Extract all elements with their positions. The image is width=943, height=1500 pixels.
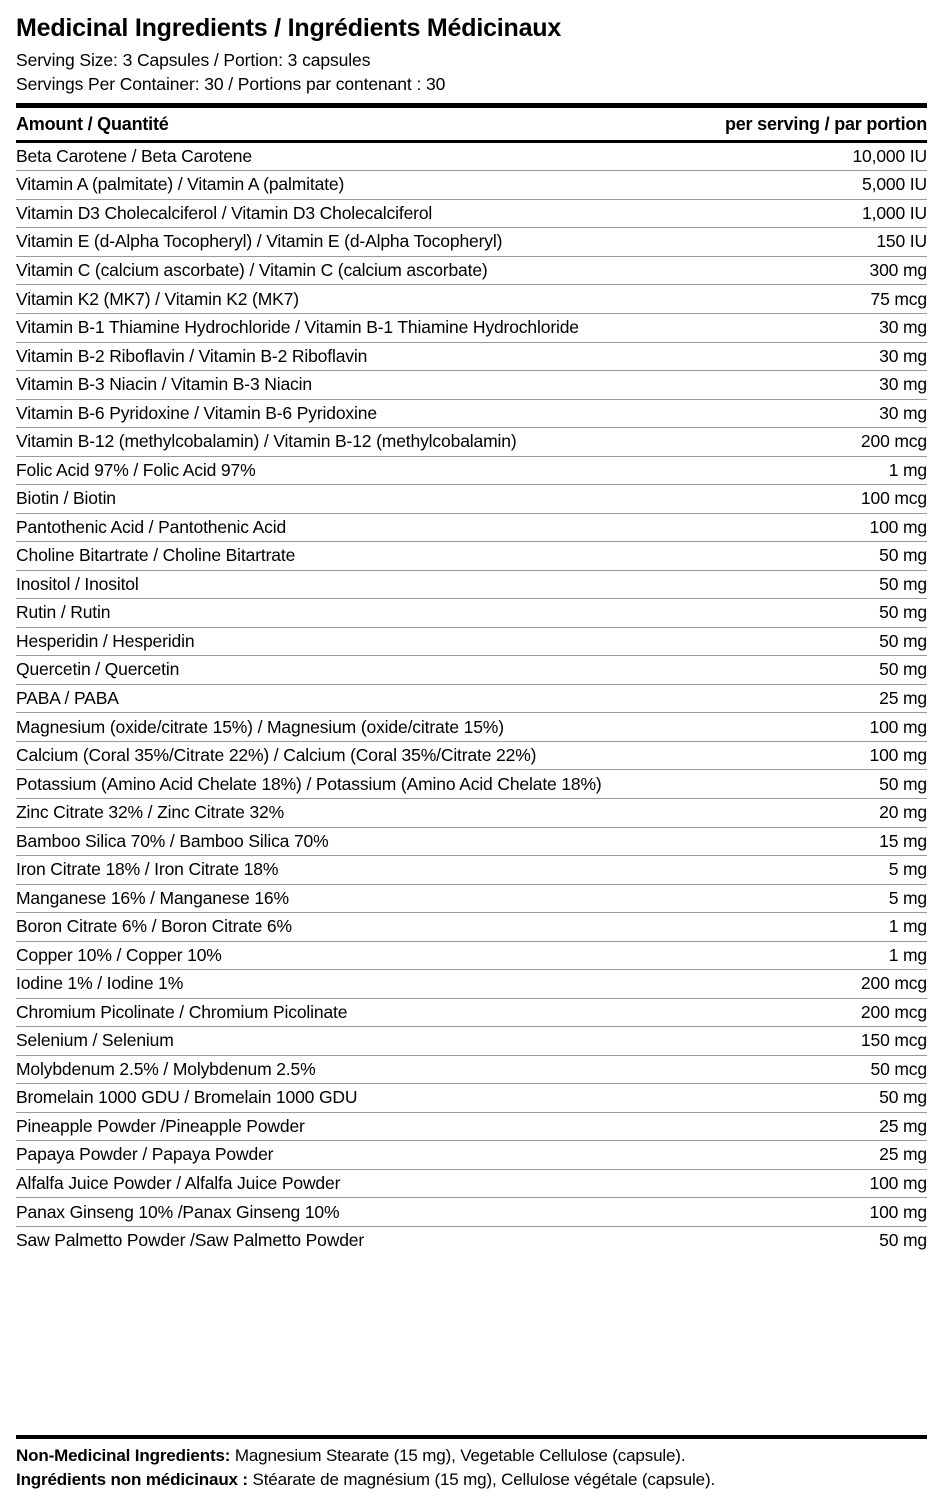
ingredient-amount: 5 mg — [888, 887, 927, 908]
ingredient-amount: 50 mg — [879, 773, 927, 794]
table-row — [16, 428, 927, 457]
ingredient-name: Vitamin E (d-Alpha Tocopheryl) / Vitamin E (d-Alpha Tocopheryl) — [16, 231, 503, 252]
ingredient-amount: 25 mg — [879, 687, 927, 708]
ingredient-name: Biotin / Biotin — [16, 488, 116, 509]
servings-per-container-line: Servings Per Container: 30 / Portions par contenant : 30 — [16, 73, 446, 94]
table-row — [16, 627, 927, 656]
table-row — [16, 599, 927, 628]
ingredient-amount: 50 mg — [879, 630, 927, 651]
column-header-per-serving: per serving / par portion — [724, 113, 927, 134]
ingredient-name: Boron Citrate 6% / Boron Citrate 6% — [16, 916, 292, 937]
ingredient-amount: 100 mcg — [860, 488, 927, 509]
ingredients-table — [16, 143, 927, 1255]
table-row — [16, 941, 927, 970]
table-row — [16, 313, 927, 342]
ingredient-amount: 1 mg — [888, 944, 927, 965]
ingredient-name: Magnesium (oxide/citrate 15%) / Magnesium (oxide/citrate 15%) — [16, 716, 504, 737]
table-row — [16, 713, 927, 742]
table-row — [16, 970, 927, 999]
ingredient-name: Alfalfa Juice Powder / Alfalfa Juice Powder — [16, 1173, 341, 1193]
table-row — [16, 256, 927, 285]
ingredient-name: Vitamin B-6 Pyridoxine / Vitamin B-6 Pyridoxine — [16, 402, 377, 423]
ingredient-amount: 10,000 IU — [852, 145, 927, 166]
ingredient-name: Calcium (Coral 35%/Citrate 22%) / Calcium (Coral 35%/Citrate 22%) — [16, 745, 537, 766]
ingredient-amount: 30 mg — [879, 402, 927, 423]
ingredient-name: Iron Citrate 18% / Iron Citrate 18% — [16, 859, 279, 880]
ingredient-amount: 15 mg — [879, 830, 927, 851]
table-row — [16, 656, 927, 685]
column-header-amount: Amount / Quantité — [16, 113, 169, 134]
ingredient-amount: 100 mg — [869, 716, 927, 737]
ingredient-amount: 20 mg — [879, 802, 927, 823]
table-row — [16, 342, 927, 371]
column-header-row — [16, 108, 927, 140]
ingredient-name: Folic Acid 97% / Folic Acid 97% — [16, 459, 256, 480]
ingredient-name: Vitamin A (palmitate) / Vitamin A (palmitate) — [16, 174, 345, 195]
ingredient-name: Bamboo Silica 70% / Bamboo Silica 70% — [16, 830, 329, 851]
table-row — [16, 399, 927, 428]
ingredient-amount: 50 mg — [879, 1230, 927, 1251]
table-row — [16, 913, 927, 942]
table-row — [16, 998, 927, 1027]
non-medicinal-text-en: Magnesium Stearate (15 mg), Vegetable Cellulose (capsule). — [230, 1445, 686, 1465]
ingredient-amount: 30 mg — [879, 317, 927, 338]
ingredient-amount: 50 mg — [879, 602, 927, 623]
table-row — [16, 143, 927, 171]
table-row — [16, 456, 927, 485]
ingredient-name: Chromium Picolinate / Chromium Picolinate — [16, 1001, 348, 1022]
ingredient-amount: 100 mg — [869, 1201, 927, 1222]
ingredient-name: Pineapple Powder /Pineapple Powder — [16, 1115, 305, 1136]
table-row — [16, 827, 927, 856]
ingredient-amount: 30 mg — [879, 374, 927, 395]
ingredient-name: Molybdenum 2.5% / Molybdenum 2.5% — [16, 1058, 316, 1079]
table-row — [16, 171, 927, 200]
ingredient-name: Vitamin B-3 Niacin / Vitamin B-3 Niacin — [16, 374, 312, 395]
ingredient-amount: 30 mg — [879, 345, 927, 366]
ingredient-amount: 100 mg — [869, 745, 927, 766]
ingredient-amount: 50 mg — [879, 573, 927, 594]
ingredient-amount: 25 mg — [879, 1144, 927, 1165]
ingredient-name: Pantothenic Acid / Pantothenic Acid — [16, 516, 287, 537]
ingredient-name: Bromelain 1000 GDU / Bromelain 1000 GDU — [16, 1087, 358, 1108]
ingredients-table-body — [16, 143, 927, 1255]
ingredient-name: Vitamin K2 (MK7) / Vitamin K2 (MK7) — [16, 288, 299, 309]
table-row — [16, 770, 927, 799]
table-row — [16, 884, 927, 913]
ingredient-name: Panax Ginseng 10% /Panax Ginseng 10% — [16, 1201, 340, 1222]
non-medicinal-label-en: Non-Medicinal Ingredients: — [16, 1445, 231, 1465]
ingredient-name: Beta Carotene / Beta Carotene — [16, 145, 252, 166]
ingredient-amount: 200 mcg — [860, 1001, 927, 1022]
table-row — [16, 1112, 927, 1141]
ingredient-amount: 75 mcg — [870, 288, 927, 309]
ingredient-name: Vitamin B-12 (methylcobalamin) / Vitamin B-12 (methylcobalamin) — [16, 431, 517, 452]
ingredient-amount: 50 mg — [879, 659, 927, 680]
table-row — [16, 1055, 927, 1084]
table-row — [16, 228, 927, 257]
ingredient-name: Rutin / Rutin — [16, 602, 111, 623]
ingredient-name: Papaya Powder / Papaya Powder — [16, 1144, 274, 1165]
ingredient-amount: 150 mcg — [860, 1030, 927, 1051]
ingredient-name: Copper 10% / Copper 10% — [16, 944, 222, 965]
table-row — [16, 684, 927, 713]
non-medicinal-ingredients-fr — [16, 1468, 927, 1492]
ingredient-name: PABA / PABA — [16, 687, 119, 708]
ingredient-amount: 100 mg — [869, 1173, 927, 1193]
ingredient-amount: 5 mg — [888, 859, 927, 880]
ingredient-name: Vitamin D3 Cholecalciferol / Vitamin D3 Cholecalciferol — [16, 202, 433, 223]
ingredient-name: Zinc Citrate 32% / Zinc Citrate 32% — [16, 802, 285, 823]
table-row — [16, 199, 927, 228]
serving-size-line: Serving Size: 3 Capsules / Portion: 3 capsules — [16, 49, 371, 70]
table-row — [16, 741, 927, 770]
top-spacer — [16, 10, 927, 12]
table-row — [16, 513, 927, 542]
ingredient-name: Choline Bitartrate / Choline Bitartrate — [16, 545, 296, 566]
table-row — [16, 371, 927, 400]
ingredient-amount: 5,000 IU — [862, 174, 927, 195]
non-medicinal-text-fr: Stéarate de magnésium (15 mg), Cellulose végétale (capsule). — [247, 1469, 716, 1489]
ingredient-amount: 300 mg — [869, 260, 927, 280]
ingredient-amount: 25 mg — [879, 1115, 927, 1136]
table-row — [16, 856, 927, 885]
ingredient-amount: 100 mg — [869, 516, 927, 537]
ingredient-name: Potassium (Amino Acid Chelate 18%) / Potassium (Amino Acid Chelate 18%) — [16, 773, 602, 794]
ingredient-name: Inositol / Inositol — [16, 573, 139, 594]
non-medicinal-ingredients-en — [16, 1444, 927, 1468]
table-row — [16, 799, 927, 828]
table-row — [16, 485, 927, 514]
table-row — [16, 1169, 927, 1198]
table-row — [16, 1084, 927, 1113]
ingredient-name: Saw Palmetto Powder /Saw Palmetto Powder — [16, 1230, 365, 1251]
ingredient-name: Selenium / Selenium — [16, 1030, 174, 1051]
table-row — [16, 542, 927, 571]
ingredient-amount: 1 mg — [888, 459, 927, 480]
ingredient-name: Vitamin C (calcium ascorbate) / Vitamin C (calcium ascorbate) — [16, 260, 488, 280]
table-row — [16, 1226, 927, 1254]
table-row — [16, 285, 927, 314]
ingredient-amount: 50 mcg — [870, 1058, 927, 1079]
table-row — [16, 1141, 927, 1170]
page-title: Medicinal Ingredients / Ingrédients Médicinaux — [16, 14, 562, 42]
table-row — [16, 570, 927, 599]
divider-footer — [16, 1435, 927, 1439]
ingredient-amount: 200 mcg — [860, 973, 927, 994]
ingredient-name: Vitamin B-2 Riboflavin / Vitamin B-2 Riboflavin — [16, 345, 368, 366]
ingredient-amount: 150 IU — [876, 231, 927, 252]
table-row — [16, 1198, 927, 1227]
ingredient-name: Iodine 1% / Iodine 1% — [16, 973, 184, 994]
footer-section — [16, 1429, 927, 1492]
ingredient-amount: 1,000 IU — [862, 202, 927, 223]
ingredient-name: Hesperidin / Hesperidin — [16, 630, 195, 651]
ingredient-name: Manganese 16% / Manganese 16% — [16, 887, 289, 908]
ingredient-amount: 200 mcg — [860, 431, 927, 452]
ingredient-name: Quercetin / Quercetin — [16, 659, 180, 680]
ingredient-name: Vitamin B-1 Thiamine Hydrochloride / Vitamin B-1 Thiamine Hydrochloride — [16, 317, 579, 338]
ingredient-amount: 50 mg — [879, 1087, 927, 1108]
ingredient-amount: 1 mg — [888, 916, 927, 937]
table-row — [16, 1027, 927, 1056]
ingredient-amount: 50 mg — [879, 545, 927, 566]
non-medicinal-label-fr: Ingrédients non médicinaux : — [16, 1469, 248, 1489]
